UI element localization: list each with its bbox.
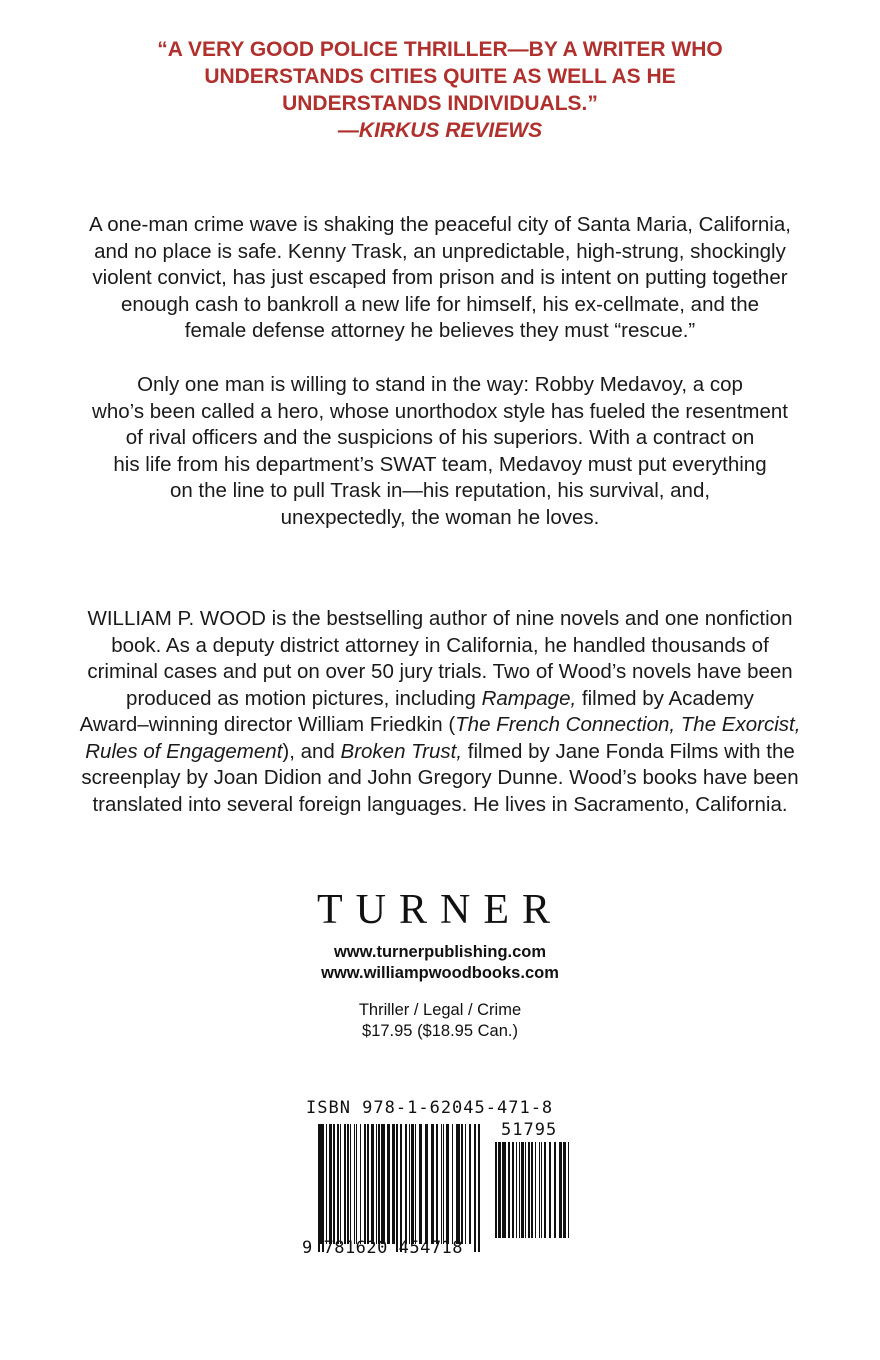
text-line [40,686,840,713]
barcode-bar [409,1124,410,1244]
barcode-bar [371,1124,374,1244]
barcode-bar [521,1142,524,1238]
film-title-rampage: Rampage, [481,686,577,710]
text-run: Award–winning director William Friedkin ( [79,713,456,736]
barcode-bar [535,1142,536,1238]
barcode-bar [392,1124,395,1244]
barcode-bar [333,1124,335,1244]
barcode-bar [554,1142,556,1238]
barcode-bar [344,1124,346,1244]
genre-price [0,1000,880,1042]
barcode-bar [340,1124,341,1244]
text-line [40,739,840,766]
film-title-rules: Rules of Engagement [85,739,283,763]
text-line [40,712,840,739]
barcode-bar [469,1124,471,1244]
publisher-url[interactable]: www.turnerpublishing.com [333,943,547,961]
text-line: unexpectedly, the woman he loves. [280,505,600,529]
text-line: on the line to pull Trask in—his reputation, his survival, and, [169,479,711,502]
barcode-guard-bar [396,1124,398,1252]
barcode-bar [452,1124,453,1244]
text-line: enough cash to bankroll a new life for himself, his ex-cellmate, and the [120,292,760,316]
barcode-bar [549,1142,551,1238]
author-url[interactable]: www.williampwoodbooks.com [321,964,559,982]
text-line: criminal cases and put on over 50 jury trials. Two of Wood’s novels have been [87,660,793,683]
quote-source-dash: — [337,119,359,142]
isbn-label: ISBN 978-1-62045-471-8 [306,1098,554,1118]
barcode-bar [411,1124,414,1244]
text-line: and no place is safe. Kenny Trask, an unpredictable, high-strung, shockingly [94,239,786,263]
barcode-bar [326,1124,327,1244]
barcode-bar [465,1124,466,1244]
quote-source-name: KIRKUS REVIEWS [358,119,543,142]
barcode-guard-bar [474,1124,476,1252]
barcode-bar [456,1124,460,1244]
barcode-bar [531,1142,533,1238]
barcode-bar [563,1142,566,1238]
quote-source [0,117,880,144]
barcode-bar [354,1124,355,1244]
barcode-bar [347,1124,349,1244]
barcode-bar [387,1124,390,1244]
quote-line: “A VERY GOOD POLICE THRILLER—BY A WRITER WHO [157,38,723,61]
barcode-guard-bar [400,1124,402,1252]
text-line: his life from his department’s SWAT team, Medavoy must put everything [113,452,767,476]
text-line: translated into several foreign languages. He lives in Sacramento, California. [92,792,788,816]
barcode-bar [337,1124,339,1244]
barcode-bar [559,1142,562,1238]
isbn-barcode [298,1098,588,1268]
quote-line: UNDERSTANDS CITIES QUITE AS WELL AS HE [204,65,676,88]
barcode-bar [419,1124,422,1244]
price-code: 51795 [501,1120,558,1140]
barcode-bar [425,1124,428,1244]
barcode-bar [376,1124,377,1244]
text-line: Only one man is willing to stand in the way: Robby Medavoy, a cop [137,373,743,396]
barcode-bar [364,1124,366,1244]
genre-label: Thriller / Legal / Crime [358,1001,522,1019]
blurb-paragraph-1 [40,212,840,345]
barcode-bar [498,1142,501,1238]
barcode-guard-bar [478,1124,480,1252]
barcode-guard-bar [318,1124,320,1252]
barcode-bar [495,1142,497,1238]
barcode-bar [568,1142,569,1238]
barcode-bar [512,1142,514,1238]
text-run: filmed by Jane Fonda Films with the [462,739,795,763]
blurb-paragraph-2 [40,372,840,531]
barcode-bar [508,1142,510,1238]
review-quote [0,36,880,144]
barcode-bar [443,1124,444,1244]
barcode-bar [405,1124,407,1244]
barcode-bar [528,1142,530,1238]
barcode-bar [356,1124,357,1244]
price-label: $17.95 ($18.95 Can.) [362,1022,518,1040]
film-titles: The French Connection, The Exorcist, [455,713,801,736]
text-line: who’s been called a hero, whose unorthodox style has fueled the resentment [92,399,788,423]
barcode-bar [367,1124,369,1244]
text-line: WILLIAM P. WOOD is the bestselling author of nine novels and one nonfiction [87,607,793,630]
text-line: violent convict, has just escaped from prison and is intent on putting together [92,266,788,289]
barcode-bar [329,1124,332,1244]
barcode-bar [431,1124,434,1244]
barcode-bar [539,1142,540,1238]
barcode-bar [544,1142,546,1238]
barcode-bar [519,1142,520,1238]
barcode-bar [381,1124,385,1244]
barcode-bar [502,1142,506,1238]
barcode-bar [378,1124,380,1244]
text-line: female defense attorney he believes they must “rescue.” [184,319,696,342]
barcode-bar [436,1124,438,1244]
text-run: produced as motion pictures, including [126,686,482,710]
barcode-bar [541,1142,542,1238]
barcode-bar [446,1124,449,1244]
text-line: of rival officers and the suspicions of his superiors. With a contract on [125,426,755,449]
quote-line: UNDERSTANDS INDIVIDUALS.” [282,92,598,115]
author-bio [40,606,840,818]
barcode-bar [441,1124,442,1244]
barcode-bar [415,1124,416,1244]
website-links [0,942,880,984]
publisher-logo: TURNER [317,887,563,933]
ean-digits: 9 781620 454718 [302,1238,464,1258]
text-line: screenplay by Joan Didion and John Gregory Dunne. Wood’s books have been [81,766,799,789]
barcode-bar [360,1124,361,1244]
barcode-bar [525,1142,526,1238]
barcode-bar [350,1124,351,1244]
barcode-guard-bar [322,1124,324,1252]
barcode-bar [516,1142,517,1238]
text-line: book. As a deputy district attorney in California, he handled thousands of [111,633,769,657]
film-title-broken-trust: Broken Trust, [340,739,463,763]
text-run: ), and [282,739,341,763]
text-run: filmed by Academy [576,686,754,710]
text-line: A one-man crime wave is shaking the peaceful city of Santa Maria, California, [89,213,791,236]
barcode-bar [461,1124,463,1244]
